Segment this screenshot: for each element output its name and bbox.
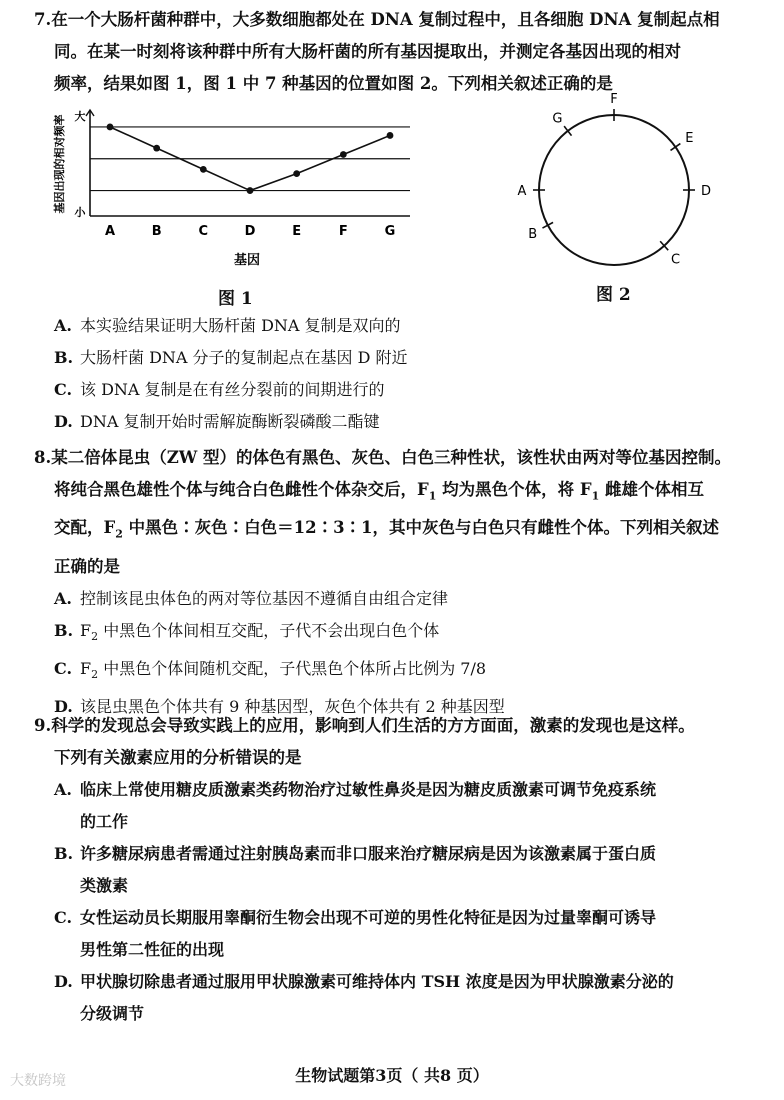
x-axis-label: 基因 — [233, 253, 261, 268]
figure-1-caption: 图 1 — [218, 289, 253, 309]
gene-label-a: A — [517, 184, 527, 199]
y-axis-label: 基因出现的相对频率 — [53, 114, 66, 214]
question-7-stem-line1: 7.在一个大肠杆菌种群中，大多数细胞都处在 DNA 复制过程中，且各细胞 DNA 复制起点相 — [34, 10, 720, 29]
x-tick-label-a: A — [104, 224, 116, 239]
data-point-c — [200, 166, 207, 173]
question-8 — [34, 442, 756, 723]
gene-tick-e — [671, 144, 681, 151]
option-7c: C. 该 DNA 复制是在有丝分裂前的间期进行的 — [54, 380, 385, 399]
option-9d: D. 甲状腺切除患者通过服用甲状腺激素可维持体内 TSH 浓度是因为甲状腺激素分泌的 — [54, 972, 674, 991]
question-7-stem-line3: 频率，结果如图 1，图 1 中 7 种基因的位置如图 2。下列相关叙述正确的是 — [54, 74, 613, 93]
question-7-options — [34, 310, 756, 438]
data-point-g — [387, 132, 394, 139]
gene-label-g: G — [552, 111, 563, 127]
option-7d: D. DNA 复制开始时需解旋酶断裂磷酸二酯键 — [54, 412, 380, 431]
option-7a: A. 本实验结果证明大肠杆菌 DNA 复制是双向的 — [54, 316, 401, 335]
question-9 — [34, 710, 756, 1030]
data-point-b — [153, 145, 160, 152]
y-axis-bottom-label: 小 — [74, 206, 86, 219]
option-9c: C. 女性运动员长期服用睾酮衍生物会出现不可逆的男性化特征是因为过量睾酮可诱导 — [54, 908, 657, 927]
question-9-stem-line2: 下列有关激素应用的分析错误的是 — [54, 748, 302, 767]
question-8-stem-line2: 将纯合黑色雄性个体与纯合白色雌性个体杂交后，$F_1$ 均为黑色个体，将 $F_1$ 雌雄个体相互 — [54, 480, 704, 503]
x-tick-label-e: E — [292, 224, 302, 239]
option-8c: C. $F_2$ 中黑色个体间随机交配，子代黑色个体所占比例为 7/8 — [54, 658, 487, 681]
data-point-f — [340, 151, 347, 158]
question-9-stem-line1: 9.科学的发现总会导致实践上的应用，影响到人们生活的方方面面，激素的发现也是这样。 — [34, 716, 695, 735]
figure-2-circular-dna — [500, 92, 740, 270]
question-7-stem-line2: 同。在某一时刻将该种群中所有大肠杆菌的所有基因提取出，并测定各基因出现的相对 — [54, 42, 681, 61]
data-point-e — [293, 170, 300, 177]
option-9a-cont: 的工作 — [80, 812, 129, 831]
x-tick-label-f: F — [338, 224, 348, 239]
circular-chromosome — [539, 115, 689, 268]
gene-label-e: E — [685, 131, 694, 147]
option-8b: B. $F_2$ 中黑色个体间相互交配，子代不会出现白色个体 — [54, 620, 440, 643]
option-8a: A. 控制该昆虫体色的两对等位基因不遵循自由组合定律 — [54, 588, 449, 608]
question-8-stem-line1: 8.某二倍体昆虫（ZW 型）的体色有黑色、灰色、白色三种性状，该性状由两对等位基因控制。 — [34, 448, 732, 467]
page-footer: 生物试题第3页（ 共8 页） — [295, 1066, 489, 1085]
x-tick-label-g: G — [384, 224, 396, 239]
gene-label-b: B — [528, 227, 538, 243]
question-8-number: 8. — [34, 448, 52, 467]
x-tick-label-c: C — [198, 224, 209, 239]
option-9c-cont: 男性第二性征的出现 — [80, 940, 225, 959]
gene-label-c: C — [671, 252, 681, 268]
gene-label-f: F — [610, 92, 618, 107]
x-tick-label-d: D — [244, 224, 256, 239]
question-8-stem-line3: 交配，$F_2$ 中黑色∶灰色∶白色＝12∶3∶1，其中灰色与白色只有雌性个体。下列相关叙述 — [54, 518, 720, 541]
option-7b: B. 大肠杆菌 DNA 分子的复制起点在基因 D 附近 — [54, 348, 408, 367]
x-tick-label-b: B — [151, 224, 162, 239]
figure-2-caption: 图 2 — [596, 285, 631, 305]
data-point-d — [247, 187, 254, 194]
option-9a: A. 临床上常使用糖皮质激素类药物治疗过敏性鼻炎是因为糖皮质激素可调节免疫系统 — [54, 780, 657, 799]
gene-label-d: D — [700, 184, 712, 199]
option-9d-cont: 分级调节 — [80, 1004, 145, 1023]
question-9-number: 9. — [34, 716, 52, 735]
data-point-a — [107, 124, 114, 131]
figure-1-line-chart — [54, 104, 424, 274]
option-8d: D. 该昆虫黑色个体共有 9 种基因型，灰色个体共有 2 种基因型 — [54, 696, 505, 716]
watermark: 大数跨境 — [10, 1073, 66, 1089]
option-9b: B. 许多糖尿病患者需通过注射胰岛素而非口服来治疗糖尿病是因为该激素属于蛋白质 — [54, 844, 657, 863]
question-7 — [34, 4, 756, 100]
question-8-stem-line4: 正确的是 — [54, 556, 120, 576]
y-axis-top-label: 大 — [74, 110, 86, 123]
question-7-number: 7. — [34, 10, 52, 29]
option-9b-cont: 类激素 — [80, 876, 129, 895]
